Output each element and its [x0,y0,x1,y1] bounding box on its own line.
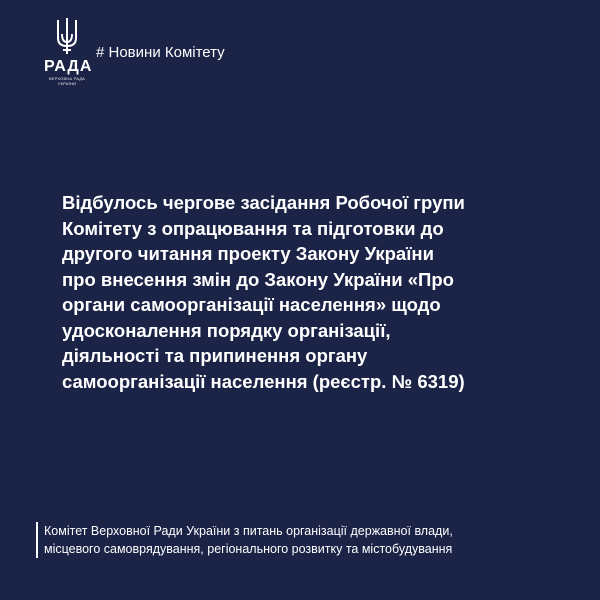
headline [62,190,582,394]
footer-line: Комітет Верховної Ради України з питань організації державної влади, [44,524,453,538]
headline-line: удосконалення порядку організації, [62,319,391,341]
headline-line: другого читання проекту Закону України [62,243,434,264]
footer-line: місцевого самоврядування, регіонального розвитку та містобудування [44,542,453,556]
logo-name: РАДА [44,58,93,75]
headline-line: Комітету з опрацювання та підготовки до [62,217,444,239]
logo-subtitle-line1: ВЕРХОВНА РАДА [49,76,85,81]
headline-line: діяльності та припинення органу [62,345,368,366]
news-hashtag: # Новини Комітету [96,44,225,61]
headline-line: Відбулось чергове засідання Робочої групи [62,192,465,213]
trident-icon [54,16,80,56]
headline-line: самоорганізації населення (реєстр. № 6319) [62,370,465,392]
committee-footer [44,522,584,558]
headline-line: про внесення змін до Закону України «Про [62,268,454,290]
rada-logo [44,16,93,96]
footer-divider [36,522,38,558]
headline-line: органи самоорганізації населення» щодо [62,294,441,315]
logo-subtitle-line2: УКРАЇНИ [57,81,77,86]
